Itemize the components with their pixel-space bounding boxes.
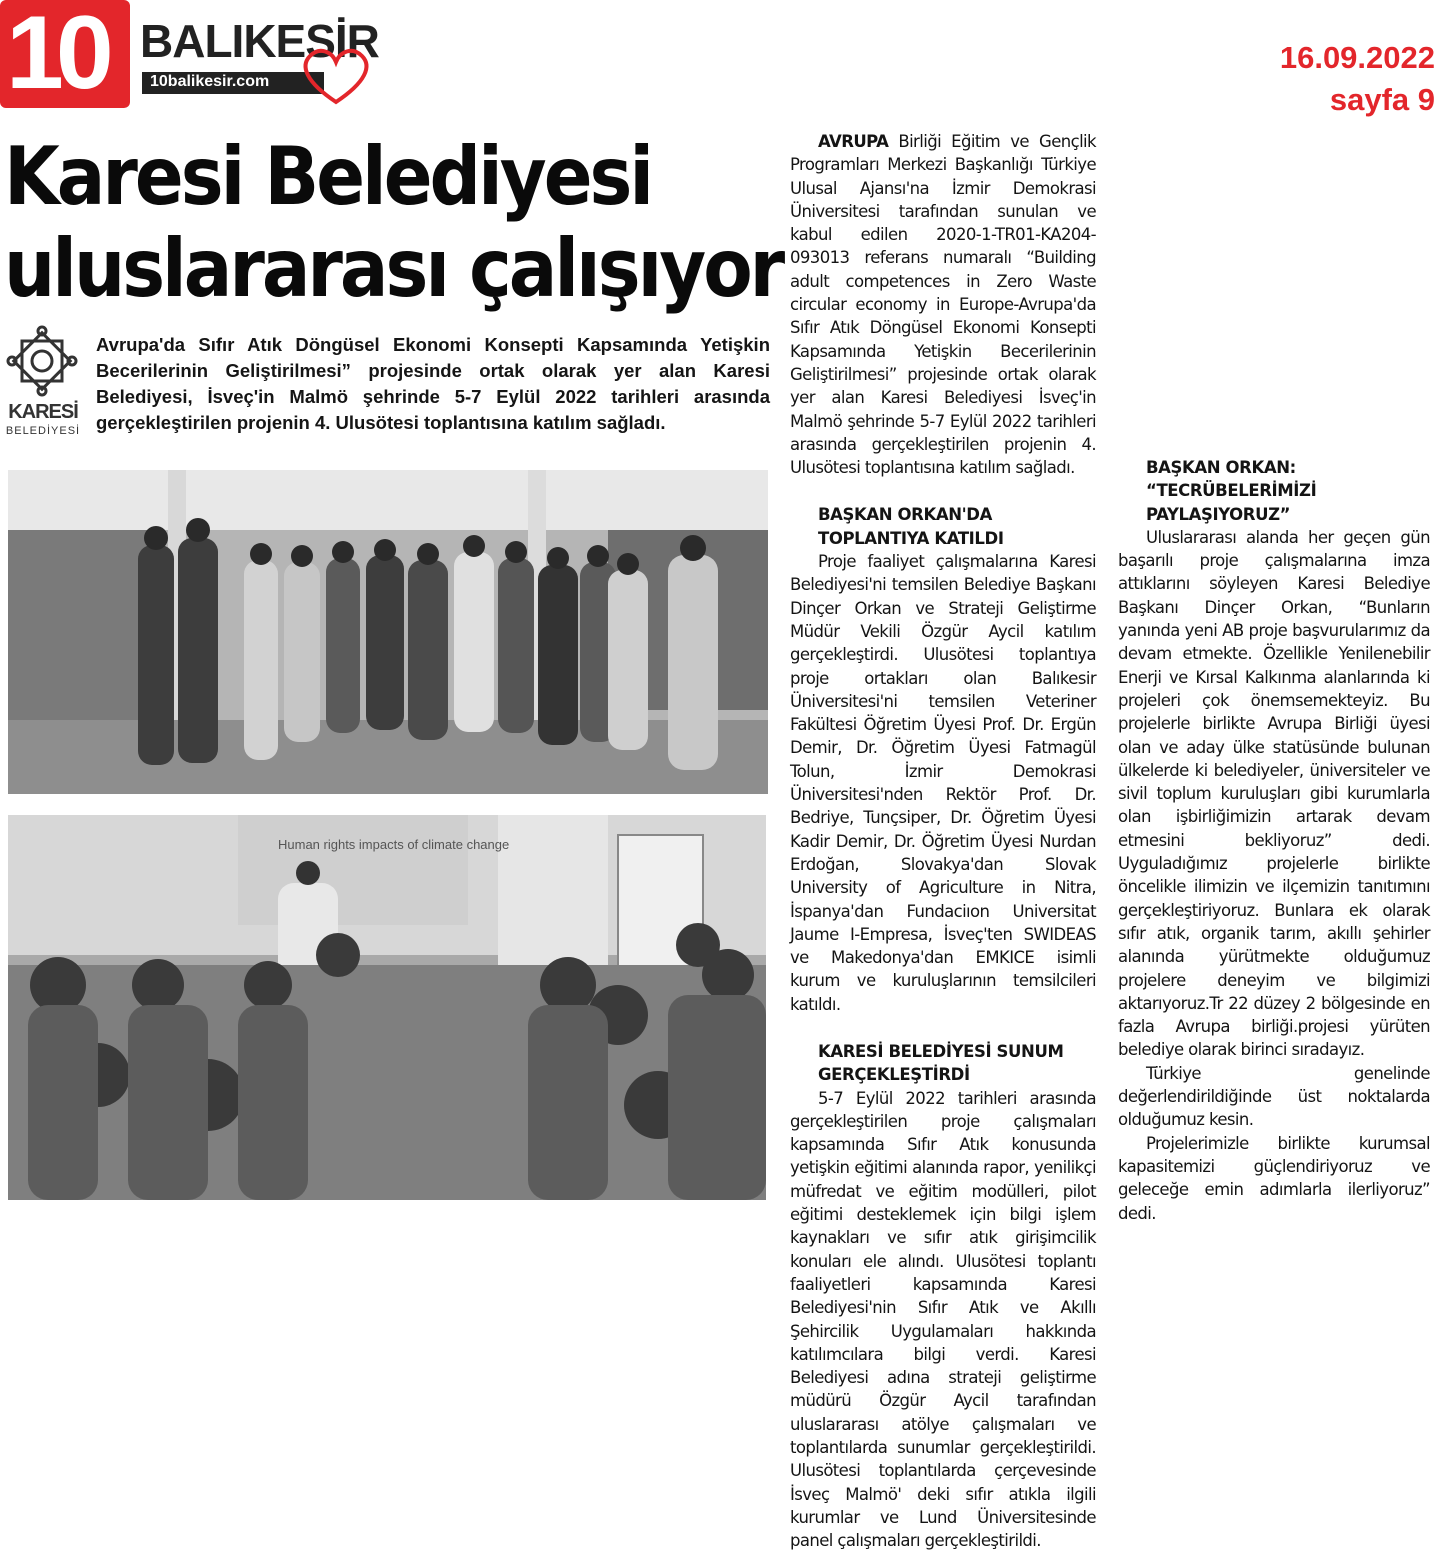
- intro-body: Birliği Eğitim ve Gençlik Programları Merkezi Başkanlığı Türkiye Ulusal Ajansı'na İzmir Demokrasi Üniversitesi tarafından sunulan ve kabul edilen 2020-1-TR01-KA204-093013 referans numaralı “Building adult competences in Zero Waste circular economy in Europe-Avrupa'da Sıfır Atık Döngüsel Ekonomi Konsepti Kapsamında Yetişkin Becerilerinin Geliştirilmesi” projesinde ortak olarak yer alan Karesi Belediyesi İsveç'in Malmö şehrinde 5-7 Eylül 2022 tarihleri arasında gerçekleştirilen projenin 4. Ulusötesi toplantısına katılım sağladı.: [790, 132, 1096, 478]
- article-spot: Avrupa'da Sıfır Atık Döngüsel Ekonomi Konsepti Kapsamında Yetişkin Becerilerinin Geliştirilmesi” projesinde ortak olarak yer alan Karesi Belediyesi, İsveç'in Malmö şehrinde 5-7 Eylül 2022 tarihleri arasında gerçekleştirilen projenin 4. Ulusötesi toplantısına katılım sağladı.: [96, 334, 770, 433]
- subheading-tecrube: BAŞKAN ORKAN: “TECRÜBELERİMİZİ PAYLAŞIYORUZ”: [1146, 458, 1317, 524]
- logo-name: KARESİ: [8, 401, 78, 423]
- logo-subtitle: BELEDİYESİ: [5, 425, 81, 437]
- article-column-3: [1118, 130, 1430, 1225]
- slide-text: Human rights impacts of climate change: [278, 837, 510, 852]
- heart-icon: [296, 40, 376, 110]
- subheading-sunum: KARESİ BELEDİYESİ SUNUM GERÇEKLEŞTİRDİ: [818, 1041, 1064, 1085]
- intro-lead-word: AVRUPA: [818, 132, 889, 151]
- clipping-page: sayfa 9: [1329, 82, 1435, 117]
- presentation-photo: [8, 815, 766, 1200]
- paragraph-quote-3: Projelerimizle birlikte kurumsal kapasitemizi güçlendiriyoruz ve geleceğe emin adımlarla ilerliyoruz” dedi.: [1118, 1133, 1430, 1223]
- article-column-2: [790, 130, 1096, 1553]
- intro-paragraph: [790, 130, 1096, 479]
- karesi-belediyesi-logo: [0, 325, 86, 445]
- group-photo: [8, 470, 768, 794]
- karesi-emblem-icon: [6, 325, 78, 397]
- paragraph-quote-2: Türkiye genelinde değerlendirildiğinde üst noktalarda olduğumuz kesin.: [1118, 1063, 1430, 1130]
- paragraph-quote-1: Uluslararası alanda her geçen gün başarılı proje çalışmalarına imza attıklarını söyleyen Karesi Belediye Başkanı Dinçer Orkan, “Bunların yanında yeni AB proje başvurularımız da devam etmekte. Özellikle Yenilenebilir Enerji ve Kırsal Kalkınma alanlarında ki projeleri çok önemsemekteyiz. Bu projelerle birlikte Avrupa Birliği üyesi olan ve aday ülke statüsünde bulunan ülkelerde ki belediyeler, üniversiteler ve sivil toplum kuruluşları gibi kurumlarla olan işbirliğimizin artarak devam etmesini bekliyoruz” dedi. Uyguladığımız projelerle birlikte öncelikle ilimizin ve ilçemizin tanıtımını gerçekleştiriyoruz. Bunlara ek olarak sıfır atık, organik tarım, akıllı şehirler alanında yürütmekte olduğumuz projelere deneyim ve bilgimizi aktarıyoruz.Tr 22 düzey 2 bölgesinde en fazla Avrupa birliği.projesi yürüten belediye olarak birinci sıradayız.: [1118, 527, 1430, 1060]
- ten-balikesir-logo: [0, 0, 130, 111]
- subheading-baskan-orkan: BAŞKAN ORKAN'DA TOPLANTIYA KATILDI: [818, 505, 1004, 548]
- logo-number: 10: [6, 0, 106, 111]
- page-title: [4, 130, 784, 314]
- paragraph-participants: Proje faaliyet çalışmalarına Karesi Belediyesi'ni temsilen Belediye Başkanı Dinçer Orkan ve Strateji Geliştirme Müdür Vekili Özgür Aycil katılım gerçekleştirdi. Ulusötesi toplantıya proje ortakları olan Balıkesir Üniversitesi'ni temsilen Veteriner Fakültesi Öğretim Üyesi Prof. Dr. Ergün Demir, Dr. Öğretim Üyesi Fatmagül Tolun, İzmir Demokrasi Üniversitesi'nden Rektör Prof. Dr. Bedriye, Tunçsiper, Dr. Öğretim Üyesi Kadir Demir, Dr. Öğretim Üyesi Nurdan Erdoğan, Slovakya'dan Slovak University of Agriculture in Nitra, İspanya'dan Fundaciıon Universitat Jaume I-Empresa, İsveç'ten SWIDEAS ve Makedonya'dan EMKICE isimli kurum ve kuruluşlarının temsilcileri katıldı.: [790, 552, 1096, 1014]
- headline-line-2: uluslararası çalışıyor: [4, 220, 783, 315]
- paragraph-sunum: 5-7 Eylül 2022 tarihleri arasında gerçekleştirilen proje çalışmaları kapsamında Sıfır Atık konusunda yetişkin eğitimi alanında rapor, yenilikçi müfredat ve eğitim modülleri, pilot eğitimi desteklemek için bilgi işlem kaynakları ve sıfır atık girişimcilik konuları ele alındı. Ulusötesi toplantı faaliyetleri kapsamında Karesi Belediyesi'nin Sıfır Atık ve Akıllı Şehircilik Uygulamaları hakkında katılımcılara bilgi verdi. Karesi Belediyesi adına strateji geliştirme müdürü Özgür Aycil tarafından uluslararası atölye çalışmaları ve toplantılarda sunumlar gerçekleştirildi. Ulusötesi toplantılarda çerçevesinde İsveç Malmö' deki sıfır atıkla ilgili kurumlar ve Lund Üniversitesinde panel çalışmaları gerçekleştirildi.: [790, 1088, 1096, 1551]
- headline-line-1: Karesi Belediyesi: [4, 128, 652, 223]
- brand-name: BALIKESİR: [140, 15, 379, 67]
- clipping-date: 16.09.2022: [1279, 40, 1435, 75]
- brand-url: 10balikesir.com: [150, 73, 270, 90]
